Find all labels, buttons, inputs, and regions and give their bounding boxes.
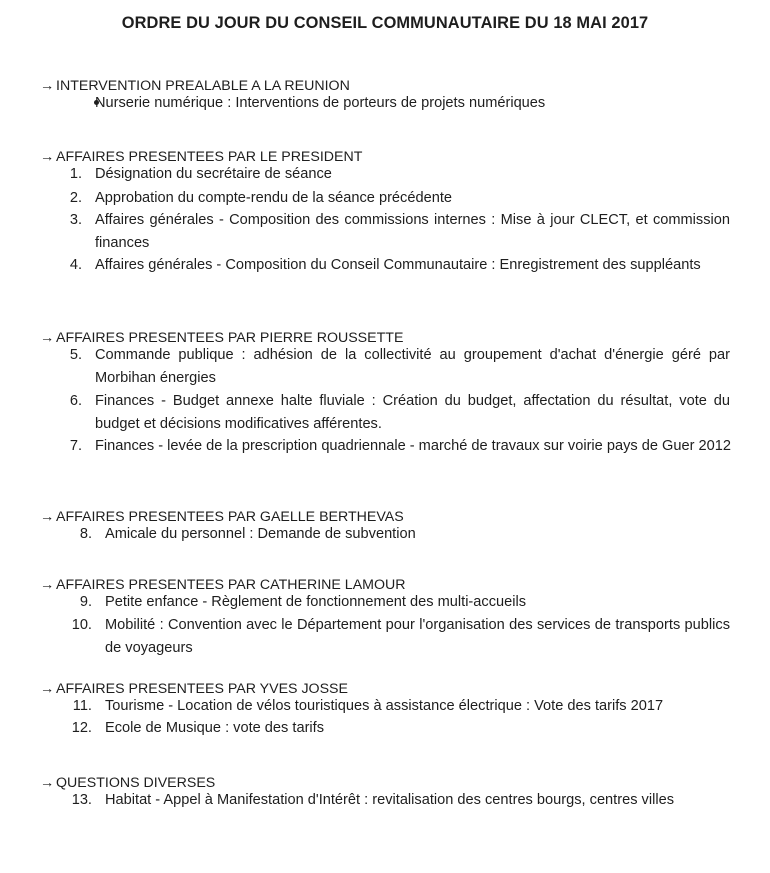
item-text: Approbation du compte-rendu de la séance précédente <box>95 190 452 206</box>
item-text: Finances - levée de la prescription quadriennale - marché de travaux sur voirie pays de Guer 2012 <box>95 438 731 454</box>
item-text: Affaires générales - Composition des commissions internes : Mise à jour CLECT, et commission finances <box>95 212 730 251</box>
item-number: 9. <box>79 594 92 610</box>
arrow-icon: → <box>40 681 55 697</box>
item-number: 1. <box>69 166 82 182</box>
list-item <box>68 591 730 614</box>
list-item <box>68 789 730 812</box>
item-text: Amicale du personnel : Demande de subvention <box>105 526 416 542</box>
list-item <box>58 390 730 435</box>
item-number: 12. <box>71 720 92 736</box>
item-text: Tourisme - Location de vélos touristiques à assistance électrique : Vote des tarifs 2017 <box>105 698 664 714</box>
item-text: Finances - Budget annexe halte fluviale : Création du budget, affectation du résultat, vote du budget et décisions modificatives afférentes. <box>95 393 730 432</box>
list-item <box>58 254 730 277</box>
item-number: 6. <box>69 393 82 409</box>
list-item <box>68 717 730 740</box>
item-text: Ecole de Musique : vote des tarifs <box>105 720 325 736</box>
item-number: 5. <box>69 347 82 363</box>
item-text: Désignation du secrétaire de séance <box>95 166 332 182</box>
document-title: ORDRE DU JOUR DU CONSEIL COMMUNAUTAIRE DU 18 MAI 2017 <box>121 14 649 32</box>
list-item <box>58 209 730 254</box>
item-number: 10. <box>71 617 92 633</box>
arrow-icon: → <box>40 775 55 791</box>
item-number: 11. <box>72 698 92 714</box>
section-heading: → AFFAIRES PRESENTEES PAR PIERRE ROUSSETTE <box>40 330 404 346</box>
list-item <box>58 163 730 186</box>
section-heading: → INTERVENTION PREALABLE A LA REUNION <box>40 78 350 94</box>
arrow-icon: → <box>40 330 55 346</box>
item-text: Petite enfance - Règlement de fonctionnement des multi-accueils <box>105 594 527 610</box>
item-text: Affaires générales - Composition du Conseil Communautaire : Enregistrement des suppléants <box>95 257 701 273</box>
arrow-icon: → <box>40 149 55 165</box>
list-item <box>58 187 730 210</box>
item-text: Habitat - Appel à Manifestation d'Intérêt : revitalisation des centres bourgs, centres villes <box>105 792 674 808</box>
item-number: 7. <box>69 438 82 454</box>
item-number: 2. <box>69 190 82 206</box>
item-number: 3. <box>69 212 82 228</box>
section-heading: → AFFAIRES PRESENTEES PAR LE PRESIDENT <box>40 149 363 165</box>
arrow-icon: → <box>40 577 55 593</box>
list-item <box>58 344 730 389</box>
list-item <box>68 695 748 718</box>
section-heading: → QUESTIONS DIVERSES <box>40 775 216 791</box>
item-text: Nurserie numérique : Interventions de porteurs de projets numériques <box>95 95 546 111</box>
item-number: 13. <box>71 792 92 808</box>
list-item <box>68 614 730 659</box>
section-heading: → AFFAIRES PRESENTEES PAR CATHERINE LAMOUR <box>40 577 406 593</box>
section-heading: → AFFAIRES PRESENTEES PAR YVES JOSSE <box>40 681 348 697</box>
arrow-icon: → <box>40 78 55 94</box>
arrow-icon: → <box>40 509 55 525</box>
item-text: Mobilité : Convention avec le Département pour l'organisation des services de transports publics de voyageurs <box>105 617 730 656</box>
item-text: Commande publique : adhésion de la collectivité au groupement d'achat d'énergie géré par Morbihan énergies <box>95 347 730 386</box>
list-item <box>58 435 738 458</box>
item-number: 4. <box>69 257 82 273</box>
item-number: 8. <box>79 526 92 542</box>
list-item <box>68 523 730 546</box>
section-heading: → AFFAIRES PRESENTEES PAR GAELLE BERTHEVAS <box>40 509 404 525</box>
